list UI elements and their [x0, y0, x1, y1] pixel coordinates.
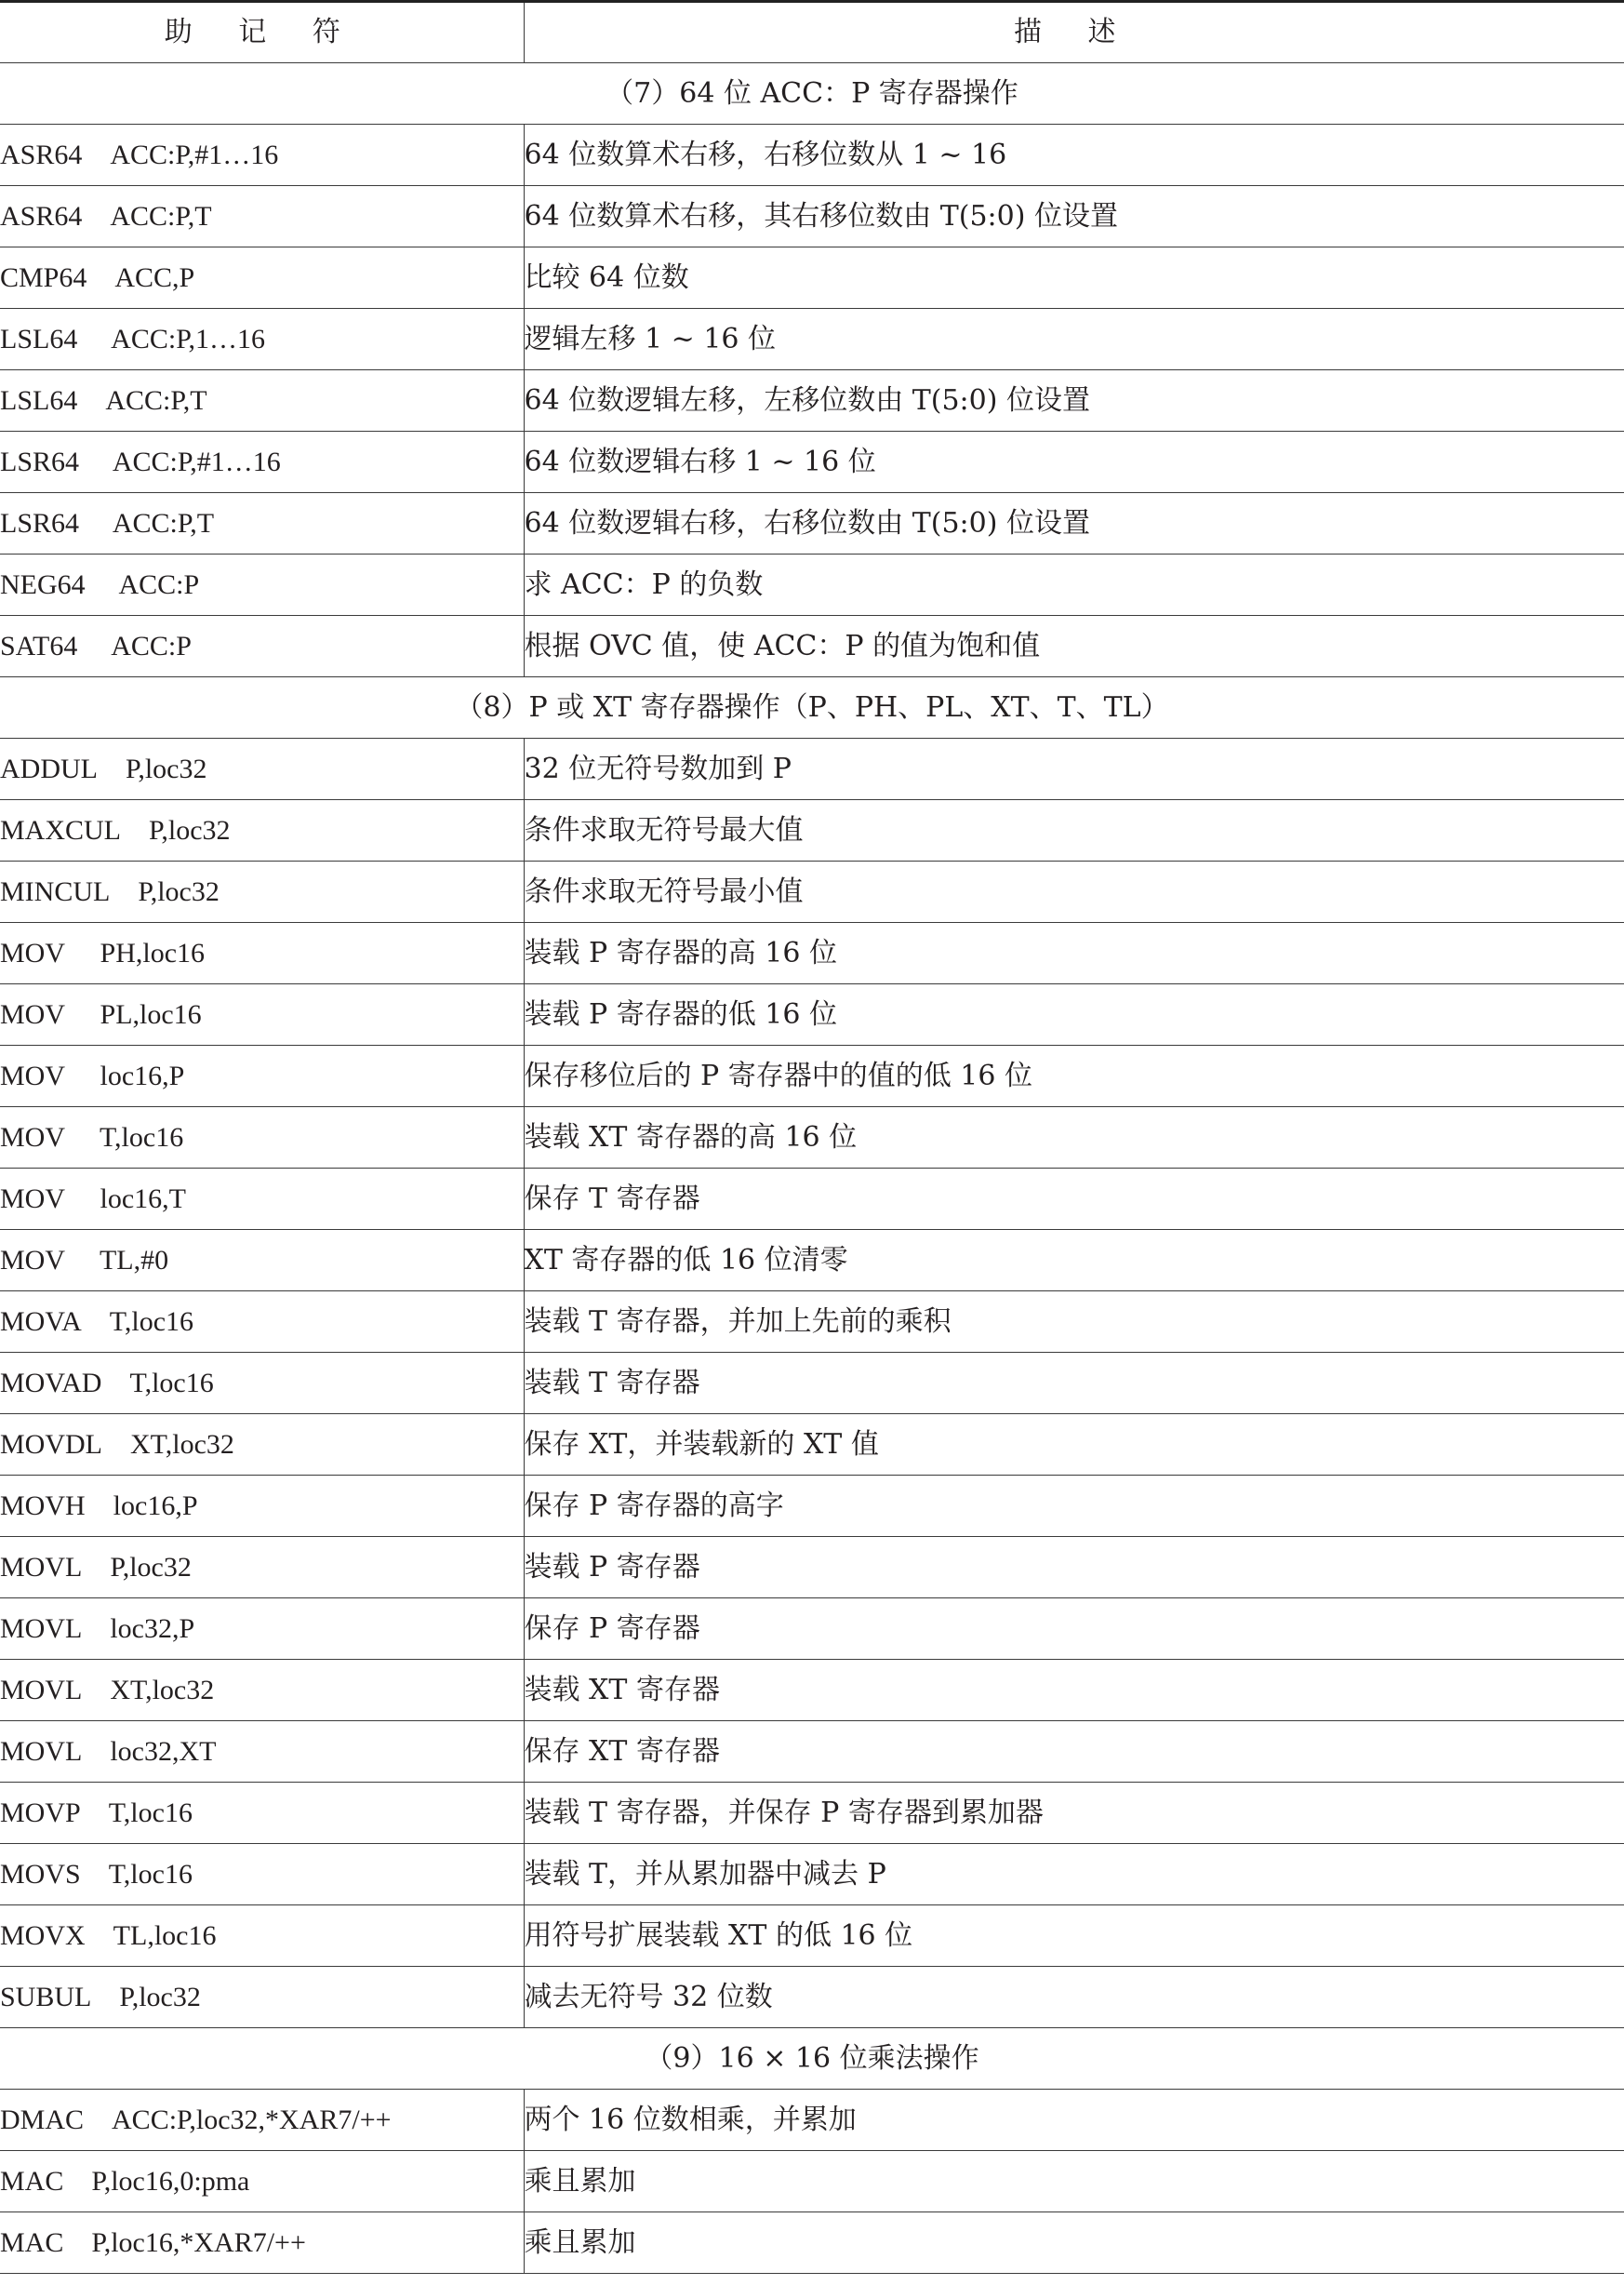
description-cell: 32 位无符号数加到 P	[524, 739, 1624, 800]
section-title: （7）64 位 ACC：P 寄存器操作	[0, 63, 1624, 125]
description-cell: 装载 T 寄存器，并加上先前的乘积	[524, 1291, 1624, 1353]
table-row	[0, 1476, 1624, 1537]
table-body	[0, 63, 1624, 2274]
description-cell: 64 位数逻辑右移，右移位数由 T(5:0) 位设置	[524, 493, 1624, 555]
mnemonic-cell: MOVA T,loc16	[0, 1291, 524, 1353]
mnemonic-cell: MAC P,loc16,*XAR7/++	[0, 2212, 524, 2274]
description-cell: 装载 T，并从累加器中减去 P	[524, 1844, 1624, 1905]
description-cell: XT 寄存器的低 16 位清零	[524, 1230, 1624, 1291]
description-cell: 64 位数逻辑右移 1 ~ 16 位	[524, 432, 1624, 493]
description-cell: 保存 P 寄存器	[524, 1598, 1624, 1660]
table-row	[0, 1537, 1624, 1598]
mnemonic-cell: LSL64 ACC:P,T	[0, 370, 524, 432]
mnemonic-cell: SAT64 ACC:P	[0, 616, 524, 677]
description-cell: 乘且累加	[524, 2151, 1624, 2212]
table-row	[0, 2090, 1624, 2151]
description-cell: 装载 P 寄存器	[524, 1537, 1624, 1598]
mnemonic-cell: MOV T,loc16	[0, 1107, 524, 1169]
mnemonic-cell: MOVL XT,loc32	[0, 1660, 524, 1721]
table-row	[0, 1844, 1624, 1905]
description-cell: 条件求取无符号最大值	[524, 800, 1624, 862]
mnemonic-cell: MOVAD T,loc16	[0, 1353, 524, 1414]
description-cell: 装载 XT 寄存器的高 16 位	[524, 1107, 1624, 1169]
table-row	[0, 800, 1624, 862]
table-row	[0, 923, 1624, 984]
mnemonic-cell: MOVH loc16,P	[0, 1476, 524, 1537]
mnemonic-cell: NEG64 ACC:P	[0, 555, 524, 616]
description-cell: 保存移位后的 P 寄存器中的值的低 16 位	[524, 1046, 1624, 1107]
mnemonic-cell: DMAC ACC:P,loc32,*XAR7/++	[0, 2090, 524, 2151]
description-cell: 保存 T 寄存器	[524, 1169, 1624, 1230]
description-cell: 装载 T 寄存器，并保存 P 寄存器到累加器	[524, 1783, 1624, 1844]
table-row	[0, 432, 1624, 493]
table-row	[0, 125, 1624, 186]
section-row	[0, 63, 1624, 125]
description-cell: 保存 XT 寄存器	[524, 1721, 1624, 1783]
table-row	[0, 1169, 1624, 1230]
table-row	[0, 309, 1624, 370]
mnemonic-cell: MOVL loc32,XT	[0, 1721, 524, 1783]
header-mnemonic: 助 记 符	[0, 2, 524, 63]
description-cell: 条件求取无符号最小值	[524, 862, 1624, 923]
mnemonic-cell: CMP64 ACC,P	[0, 247, 524, 309]
table-row	[0, 1660, 1624, 1721]
mnemonic-cell: MAXCUL P,loc32	[0, 800, 524, 862]
table-row	[0, 186, 1624, 247]
description-cell: 两个 16 位数相乘，并累加	[524, 2090, 1624, 2151]
mnemonic-cell: MOV loc16,P	[0, 1046, 524, 1107]
mnemonic-cell: ASR64 ACC:P,T	[0, 186, 524, 247]
table-row	[0, 1967, 1624, 2028]
description-cell: 保存 P 寄存器的高字	[524, 1476, 1624, 1537]
description-cell: 装载 T 寄存器	[524, 1353, 1624, 1414]
mnemonic-cell: MOVL P,loc32	[0, 1537, 524, 1598]
table-row	[0, 1414, 1624, 1476]
table-row	[0, 1598, 1624, 1660]
description-cell: 乘且累加	[524, 2212, 1624, 2274]
table-row	[0, 1291, 1624, 1353]
mnemonic-cell: SUBUL P,loc32	[0, 1967, 524, 2028]
table-row	[0, 1783, 1624, 1844]
section-title: （8）P 或 XT 寄存器操作（P、PH、PL、XT、T、TL）	[0, 677, 1624, 739]
table-row	[0, 1905, 1624, 1967]
table-row	[0, 493, 1624, 555]
mnemonic-cell: MOV TL,#0	[0, 1230, 524, 1291]
description-cell: 装载 P 寄存器的低 16 位	[524, 984, 1624, 1046]
mnemonic-cell: MAC P,loc16,0:pma	[0, 2151, 524, 2212]
section-title: （9）16 × 16 位乘法操作	[0, 2028, 1624, 2090]
mnemonic-cell: MOV PH,loc16	[0, 923, 524, 984]
mnemonic-cell: MOVS T,loc16	[0, 1844, 524, 1905]
description-cell: 逻辑左移 1 ~ 16 位	[524, 309, 1624, 370]
table-row	[0, 1046, 1624, 1107]
header-row	[0, 2, 1624, 63]
mnemonic-cell: MOVL loc32,P	[0, 1598, 524, 1660]
mnemonic-cell: ASR64 ACC:P,#1…16	[0, 125, 524, 186]
section-row	[0, 677, 1624, 739]
description-cell: 64 位数算术右移，右移位数从 1 ~ 16	[524, 125, 1624, 186]
description-cell: 装载 P 寄存器的高 16 位	[524, 923, 1624, 984]
description-cell: 64 位数算术右移，其右移位数由 T(5:0) 位设置	[524, 186, 1624, 247]
table-row	[0, 616, 1624, 677]
table-row	[0, 370, 1624, 432]
mnemonic-cell: LSL64 ACC:P,1…16	[0, 309, 524, 370]
description-cell: 装载 XT 寄存器	[524, 1660, 1624, 1721]
description-cell: 64 位数逻辑左移，左移位数由 T(5:0) 位设置	[524, 370, 1624, 432]
mnemonic-cell: LSR64 ACC:P,T	[0, 493, 524, 555]
mnemonic-cell: MOV loc16,T	[0, 1169, 524, 1230]
table-row	[0, 1107, 1624, 1169]
table-row	[0, 984, 1624, 1046]
mnemonic-cell: MOVP T,loc16	[0, 1783, 524, 1844]
table-row	[0, 1230, 1624, 1291]
description-cell: 求 ACC：P 的负数	[524, 555, 1624, 616]
mnemonic-cell: MOV PL,loc16	[0, 984, 524, 1046]
table-row	[0, 862, 1624, 923]
header-description: 描 述	[524, 2, 1624, 63]
description-cell: 根据 OVC 值，使 ACC：P 的值为饱和值	[524, 616, 1624, 677]
mnemonic-cell: MINCUL P,loc32	[0, 862, 524, 923]
mnemonic-cell: MOVDL XT,loc32	[0, 1414, 524, 1476]
mnemonic-cell: MOVX TL,loc16	[0, 1905, 524, 1967]
table-row	[0, 2151, 1624, 2212]
table-row	[0, 247, 1624, 309]
description-cell: 保存 XT，并装载新的 XT 值	[524, 1414, 1624, 1476]
mnemonic-cell: LSR64 ACC:P,#1…16	[0, 432, 524, 493]
table-row	[0, 1353, 1624, 1414]
description-cell: 比较 64 位数	[524, 247, 1624, 309]
description-cell: 用符号扩展装载 XT 的低 16 位	[524, 1905, 1624, 1967]
table-row	[0, 739, 1624, 800]
table-row	[0, 555, 1624, 616]
mnemonic-cell: ADDUL P,loc32	[0, 739, 524, 800]
table-row	[0, 1721, 1624, 1783]
section-row	[0, 2028, 1624, 2090]
table-row	[0, 2212, 1624, 2274]
description-cell: 减去无符号 32 位数	[524, 1967, 1624, 2028]
